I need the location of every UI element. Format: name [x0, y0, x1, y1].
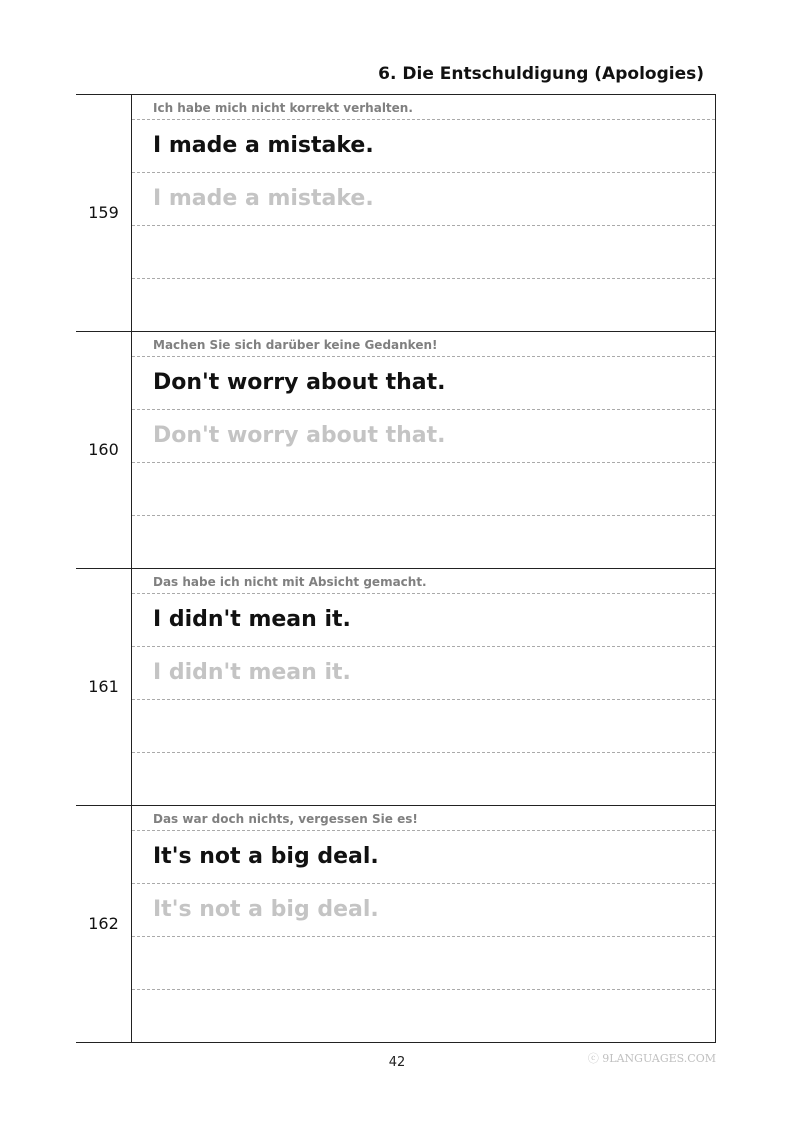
trace-line [132, 884, 715, 937]
trace-sentence: I didn't mean it. [153, 660, 351, 685]
number-column [76, 332, 132, 568]
blank-writing-line [132, 226, 715, 279]
writing-lines [132, 332, 716, 568]
writing-lines [132, 569, 716, 805]
practice-entry [76, 95, 716, 332]
entry-number: 159 [88, 203, 119, 222]
german-line [132, 569, 715, 594]
trace-line [132, 410, 715, 463]
german-sentence: Das habe ich nicht mit Absicht gemacht. [153, 575, 427, 589]
writing-lines [132, 95, 716, 331]
english-line [132, 120, 715, 173]
practice-sheet [76, 94, 716, 1043]
number-column [76, 806, 132, 1042]
blank-writing-line [132, 516, 715, 568]
trace-sentence: I made a mistake. [153, 186, 374, 211]
copyright-notice: ⓒ 9LANGUAGES.COM [587, 1052, 716, 1065]
english-line [132, 831, 715, 884]
blank-writing-line [132, 463, 715, 516]
german-sentence: Machen Sie sich darüber keine Gedanken! [153, 338, 438, 352]
german-sentence: Ich habe mich nicht korrekt verhalten. [153, 101, 413, 115]
english-sentence: Don't worry about that. [153, 370, 446, 395]
blank-writing-line [132, 753, 715, 805]
trace-sentence: It's not a big deal. [153, 897, 379, 922]
german-line [132, 806, 715, 831]
english-sentence: It's not a big deal. [153, 844, 379, 869]
entry-number: 160 [88, 440, 119, 459]
entry-number: 162 [88, 914, 119, 933]
blank-writing-line [132, 937, 715, 990]
practice-entry [76, 569, 716, 806]
german-line [132, 95, 715, 120]
german-sentence: Das war doch nichts, vergessen Sie es! [153, 812, 418, 826]
blank-writing-line [132, 700, 715, 753]
english-sentence: I made a mistake. [153, 133, 374, 158]
practice-entry [76, 332, 716, 569]
section-title: 6. Die Entschuldigung (Apologies) [378, 64, 704, 84]
trace-sentence: Don't worry about that. [153, 423, 446, 448]
trace-line [132, 647, 715, 700]
trace-line [132, 173, 715, 226]
page-number: 42 [388, 1055, 406, 1070]
number-column [76, 569, 132, 805]
blank-writing-line [132, 279, 715, 331]
practice-entry [76, 806, 716, 1043]
english-line [132, 594, 715, 647]
german-line [132, 332, 715, 357]
blank-writing-line [132, 990, 715, 1042]
number-column [76, 95, 132, 331]
entry-number: 161 [88, 677, 119, 696]
writing-lines [132, 806, 716, 1042]
english-sentence: I didn't mean it. [153, 607, 351, 632]
english-line [132, 357, 715, 410]
